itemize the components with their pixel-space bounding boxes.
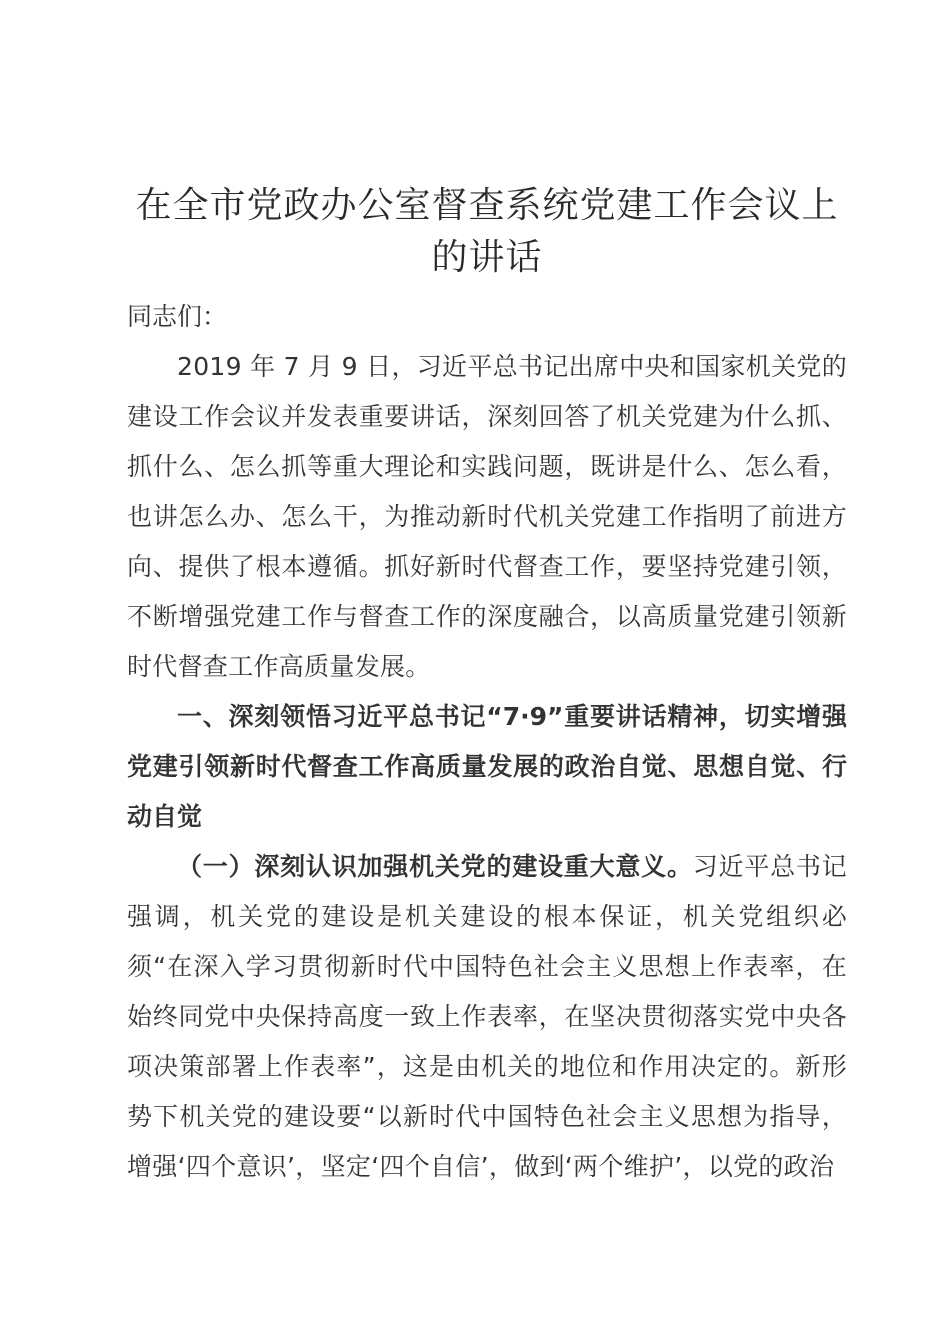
paragraph-intro: 2019 年 7 月 9 日，习近平总书记出席中央和国家机关党的建设工作会议并发表重要讲话，深刻回答了机关党建为什么抓、抓什么、怎么抓等重大理论和实践问题，既讲是什么、怎么看，也讲怎么办、怎么干，为推动新时代机关党建工作指明了前进方向、提供了根本遵循。抓好新时代督查工作，要坚持党建引领，不断增强党建工作与督查工作的深度融合，以高质量党建引领新时代督查工作高质量发展。 [127,352,847,681]
salutation: 同志们： [127,302,228,331]
paragraph-section-1-1-body: 习近平总书记强调，机关党的建设是机关建设的根本保证，机关党组织必须“在深入学习贯彻新时代中国特色社会主义思想上作表率，在始终同党中央保持高度一致上作表率，在坚决贯彻落实党中央各项决策部署上作表率”，这是由机关的地位和作用决定的。新形势下机关党的建设要“以新时代中国特色社会主义思想为指导，增强‘四个意识’，坚定‘四个自信’，做到‘两个维护’，以党的政治 [127,852,847,1181]
document-title: 在全市党政办公室督查系统党建工作会议上的讲话 [135,185,839,278]
document-page [127,180,847,1192]
subheading-1: （一）深刻认识加强机关党的建设重大意义。 [177,852,693,881]
section-heading-1: 一、深刻领悟习近平总书记“7·9”重要讲话精神，切实增强党建引领新时代督查工作高质量发展的政治自觉、思想自觉、行动自觉 [127,702,847,831]
paragraph-section-1-1 [127,842,847,1192]
